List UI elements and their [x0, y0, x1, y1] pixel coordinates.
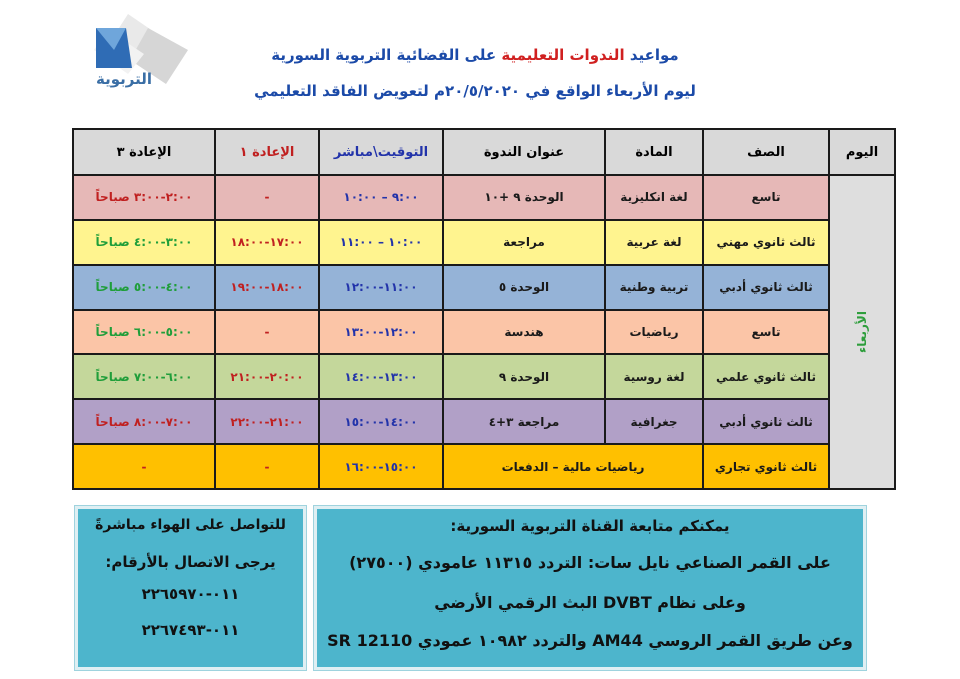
subject-cell: لغة روسية: [605, 354, 703, 399]
page-subtitle: [250, 82, 700, 100]
header-subject: المادة: [605, 129, 703, 175]
rerun1-cell: -: [215, 444, 319, 489]
subject-cell: جغرافية: [605, 399, 703, 444]
grade-cell: ثالث ثانوي أدبي: [703, 399, 829, 444]
table-row: [73, 310, 895, 355]
topic-cell: هندسة: [443, 310, 605, 355]
table-row: [73, 265, 895, 310]
title-part-1: مواعيد: [629, 46, 679, 64]
phone-number-1: ٠١١-٢٢٦٥٩٧٠: [141, 585, 240, 603]
rerun1-cell: ٢١:٠٠-٢٢:٠٠: [215, 399, 319, 444]
time-cell: ١١:٠٠-١٢:٠٠: [319, 265, 443, 310]
title-part-3: على الفضائية التربوية السورية: [271, 46, 497, 64]
rerun3-cell: ٥:٠٠-٦:٠٠ صباحاً: [73, 310, 215, 355]
grade-cell: تاسع: [703, 310, 829, 355]
dvbt-info: وعلى نظام DVBT البث الرقمي الأرضي: [434, 593, 746, 612]
topic-cell: الوحدة ٩ +١٠: [443, 175, 605, 220]
rerun3-cell: -: [73, 444, 215, 489]
header-day: اليوم: [829, 129, 895, 175]
header-grade: الصف: [703, 129, 829, 175]
time-cell: ١٠:٠٠ – ١١:٠٠: [319, 220, 443, 265]
subject-cell: لغة عربية: [605, 220, 703, 265]
rerun3-cell: ٤:٠٠-٥:٠٠ صباحاً: [73, 265, 215, 310]
rerun1-cell: -: [215, 175, 319, 220]
am44-info: وعن طريق القمر الروسي AM44 والتردد ١٠٩٨٢ عمودي SR 12110: [327, 631, 853, 650]
rerun3-cell: ٢:٠٠-٣:٠٠ صباحاً: [73, 175, 215, 220]
topic-cell: مراجعة: [443, 220, 605, 265]
table-row: [73, 444, 895, 489]
subtitle-part-1: ليوم الأربعاء الواقع في ٢٠/٥/٢٠٢٠م: [434, 82, 696, 100]
contact-heading: للتواصل على الهواء مباشرةً: [95, 517, 286, 533]
rerun3-cell: ٧:٠٠-٨:٠٠ صباحاً: [73, 399, 215, 444]
logo-text: التربوية: [96, 70, 152, 88]
time-cell: ١٣:٠٠-١٤:٠٠: [319, 354, 443, 399]
table-row: [73, 220, 895, 265]
header-time: التوقيت\مباشر: [319, 129, 443, 175]
channel-info-box: [314, 506, 866, 670]
nilesat-info: على القمر الصناعي نايل سات: التردد ١١٣١٥ عامودي (٢٧٥٠٠): [349, 553, 831, 572]
header-topic: عنوان الندوة: [443, 129, 605, 175]
subtitle-part-2: لتعويض الفاقد التعليمي: [254, 82, 429, 100]
subject-cell: تربية وطنية: [605, 265, 703, 310]
grade-cell: ثالث ثانوي مهني: [703, 220, 829, 265]
subject-topic-cell: رياضيات مالية – الدفعات: [443, 444, 703, 489]
topic-cell: الوحدة ٩: [443, 354, 605, 399]
header-rerun3: الإعادة ٣: [73, 129, 215, 175]
topic-cell: الوحدة ٥: [443, 265, 605, 310]
rerun1-cell: ١٨:٠٠-١٩:٠٠: [215, 265, 319, 310]
grade-cell: ثالث ثانوي تجاري: [703, 444, 829, 489]
time-cell: ١٥:٠٠-١٦:٠٠: [319, 444, 443, 489]
contact-prompt: يرجى الاتصال بالأرقام:: [105, 553, 276, 571]
schedule-table: [72, 128, 896, 490]
page-title: [250, 46, 700, 64]
header-rerun1: الإعادة ١: [215, 129, 319, 175]
table-row: [73, 399, 895, 444]
table-header-row: [73, 129, 895, 175]
subject-cell: رياضيات: [605, 310, 703, 355]
table-row: [73, 175, 895, 220]
rerun1-cell: -: [215, 310, 319, 355]
channel-info-heading: يمكنكم متابعة القناة التربوية السورية:: [450, 517, 730, 535]
title-part-2: الندوات التعليمية: [501, 46, 625, 64]
rerun1-cell: ٢٠:٠٠-٢١:٠٠: [215, 354, 319, 399]
time-cell: ١٤:٠٠-١٥:٠٠: [319, 399, 443, 444]
subject-cell: لغة انكليزية: [605, 175, 703, 220]
time-cell: ١٢:٠٠-١٣:٠٠: [319, 310, 443, 355]
grade-cell: تاسع: [703, 175, 829, 220]
rerun1-cell: ١٧:٠٠-١٨:٠٠: [215, 220, 319, 265]
day-cell: الأربعاء: [829, 175, 895, 489]
grade-cell: ثالث ثانوي أدبي: [703, 265, 829, 310]
phone-number-2: ٠١١-٢٢٦٧٤٩٣: [141, 621, 240, 639]
grade-cell: ثالث ثانوي علمي: [703, 354, 829, 399]
rerun3-cell: ٣:٠٠-٤:٠٠ صباحاً: [73, 220, 215, 265]
topic-cell: مراجعة ٣+٤: [443, 399, 605, 444]
contact-info-box: [75, 506, 306, 670]
logo-icon: [88, 10, 192, 102]
rerun3-cell: ٦:٠٠-٧:٠٠ صباحاً: [73, 354, 215, 399]
time-cell: ٩:٠٠ – ١٠:٠٠: [319, 175, 443, 220]
table-row: [73, 354, 895, 399]
